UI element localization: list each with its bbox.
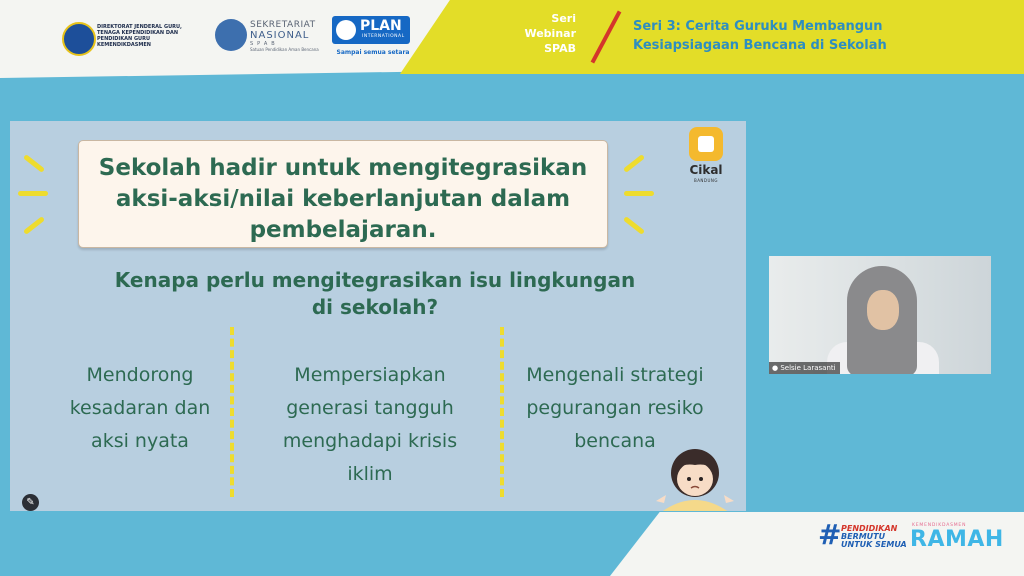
- hashtag-line: BERMUTU: [841, 532, 886, 541]
- hashtag-line: PENDIDIKAN: [841, 524, 898, 533]
- kemendikdasmen-label: [97, 24, 207, 48]
- cikal-sub: BANDUNG: [693, 178, 719, 183]
- hashtag-line: UNTUK SEMUA: [841, 540, 907, 549]
- reason-line: bencana: [574, 430, 656, 452]
- kemendikdasmen-logo-icon: [62, 22, 96, 56]
- sek-line: Satuan Pendidikan Aman Bencana: [250, 47, 319, 52]
- reason-line: Mengenali strategi: [526, 364, 704, 386]
- sek-line: SEKRETARIAT: [250, 20, 316, 30]
- reason-line: aksi nyata: [91, 430, 189, 452]
- dashed-divider: [230, 327, 234, 497]
- plan-international-logo: [332, 16, 410, 44]
- sun-ray-decoration: [624, 191, 654, 196]
- slide-headline: [87, 153, 599, 246]
- sun-ray-decoration: [623, 216, 645, 235]
- seri-label-line: SPAB: [544, 42, 576, 55]
- seri-webinar-label: [512, 11, 576, 56]
- kemdik-line: TENAGA KEPENDIDIKAN DAN: [97, 30, 179, 36]
- girl-illustration-icon: [650, 443, 740, 511]
- pen-tool-button[interactable]: ✎: [22, 494, 39, 511]
- webinar-title-line: Kesiapsiagaan Bencana di Sekolah: [633, 38, 887, 53]
- webinar-title: [633, 17, 887, 55]
- sun-ray-decoration: [23, 154, 45, 173]
- cikal-brand: Cikal: [689, 163, 723, 177]
- sun-ray-decoration: [623, 154, 645, 173]
- reason-line: menghadapi krisis: [282, 430, 458, 452]
- webinar-title-line: Seri 3: Cerita Guruku Membangun: [633, 19, 883, 34]
- pendidikan-bermutu-label: [841, 525, 907, 549]
- reason-line: iklim: [347, 463, 393, 485]
- ramah-logo: RAMAH: [910, 527, 1004, 552]
- question-line: di sekolah?: [311, 295, 439, 319]
- kemdik-line: KEMENDIKDASMEN: [97, 42, 151, 48]
- headline-line: Sekolah hadir untuk mengitegrasikan: [98, 155, 588, 181]
- hashtag-icon: #: [818, 518, 842, 551]
- reason-column-1: [50, 359, 230, 458]
- speaker-face: [867, 290, 899, 330]
- seri-label-line: Seri: [551, 12, 576, 25]
- reason-line: Mendorong: [86, 364, 194, 386]
- participant-name: Selsie Larasanti: [780, 364, 836, 372]
- presentation-slide: [10, 121, 746, 511]
- reason-line: pegurangan resiko: [526, 397, 704, 419]
- reason-line: kesadaran dan: [69, 397, 211, 419]
- plan-globe-icon: [336, 20, 356, 40]
- sek-line: SPAB: [250, 41, 279, 47]
- sekretariat-nasional-label: [250, 20, 319, 52]
- sek-line: NASIONAL: [250, 30, 310, 41]
- sekretariat-nasional-logo-icon: [215, 19, 247, 51]
- reason-line: Mempersiapkan: [294, 364, 446, 386]
- reason-line: generasi tangguh: [286, 397, 454, 419]
- sun-ray-decoration: [18, 191, 48, 196]
- kemdik-line: DIREKTORAT JENDERAL GURU,: [97, 24, 182, 30]
- speaker-video-tile[interactable]: [769, 256, 991, 374]
- seri-label-line: Webinar: [524, 27, 576, 40]
- headline-line: pembelajaran.: [249, 217, 437, 243]
- kemdik-line: PENDIDIKAN GURU: [97, 36, 151, 42]
- cikal-logo-icon: [689, 127, 723, 161]
- headline-line: aksi-aksi/nilai keberlanjutan dalam: [115, 186, 571, 212]
- participant-name-tag: [769, 362, 840, 374]
- reason-column-2: [270, 359, 470, 491]
- dashed-divider: [500, 327, 504, 497]
- pin-icon: ●: [772, 364, 781, 372]
- plan-word: PLAN: [360, 18, 402, 34]
- ramah-sub-label: KEMENDIKDASMEN: [912, 523, 967, 528]
- plan-intl: INTERNATIONAL: [362, 34, 405, 39]
- headline-box: [78, 140, 608, 248]
- sun-ray-decoration: [23, 216, 45, 235]
- question-line: Kenapa perlu mengitegrasikan isu lingkungan: [114, 268, 636, 292]
- slide-question: [70, 267, 680, 321]
- cikal-mark-icon: [698, 136, 714, 152]
- plan-tagline: Sampai semua setara: [336, 49, 410, 56]
